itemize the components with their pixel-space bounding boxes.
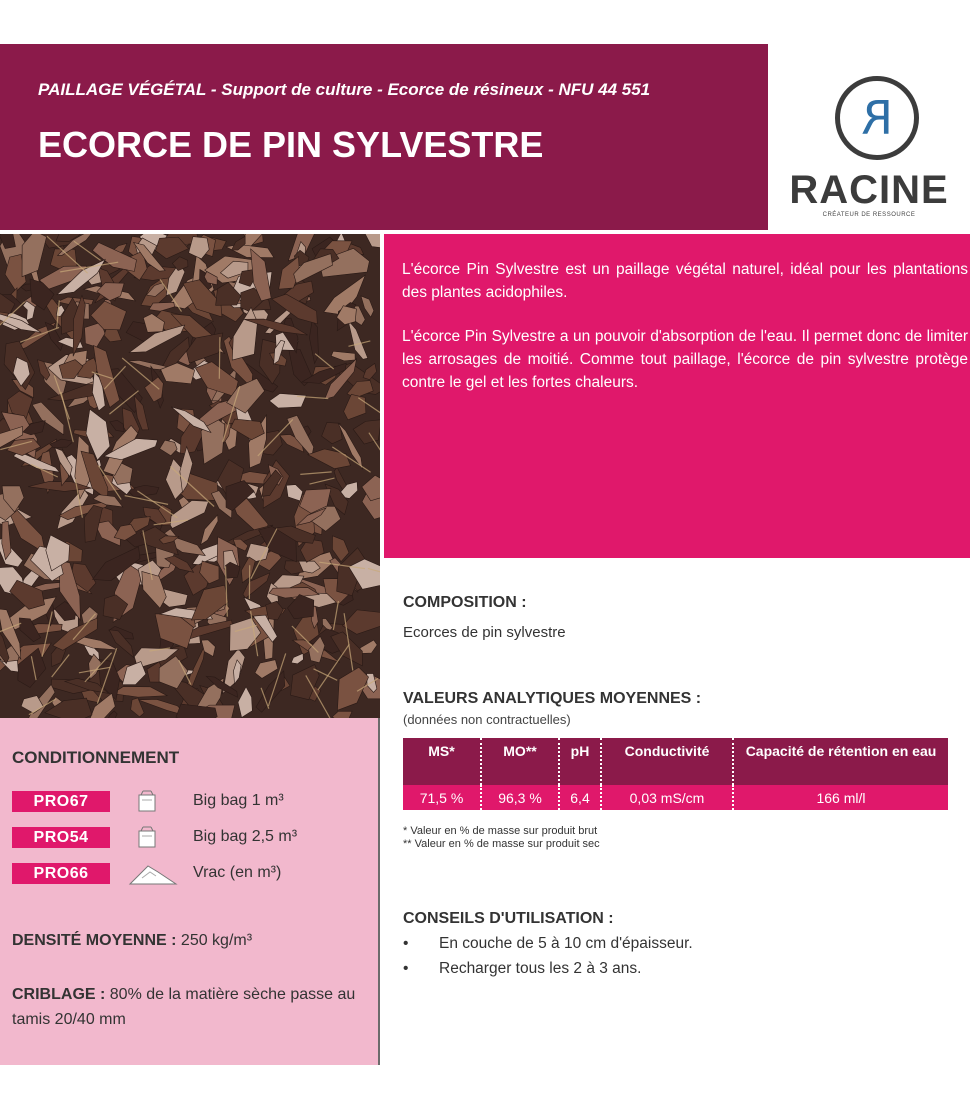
conseils-title: CONSEILS D'UTILISATION : [403,910,614,927]
bulk-pile-icon [128,860,178,886]
header-ms: MS* [403,738,481,785]
conseil-text: Recharger tous les 2 à 3 ans. [439,960,642,977]
list-item [403,935,693,953]
densite-value: 250 kg/m³ [176,932,253,949]
header-capacite: Capacité de rétention en eau [733,738,948,785]
bark-texture-image [0,234,380,718]
product-code: PRO67 [12,791,110,812]
list-item [403,960,641,978]
header-subtitle: PAILLAGE VÉGÉTAL - Support de culture - Ecorce de résineux - NFU 44 551 [38,80,651,99]
analytical-values-table [403,738,948,810]
value-capacite: 166 ml/l [733,785,948,810]
big-bag-icon [134,788,160,814]
packaging-row [12,827,372,849]
conseil-text: En couche de 5 à 10 cm d'épaisseur. [439,935,693,952]
conditionnement-panel [0,718,380,1065]
logo-tagline: CRÉATEUR DE RESSOURCE [822,212,916,218]
product-code: PRO54 [12,827,110,848]
packaging-label: Big bag 1 m³ [193,792,284,809]
header-mo: MO** [481,738,559,785]
description-panel [384,234,970,558]
packaging-row [12,863,372,885]
header-banner [0,44,768,230]
bullet-icon: • [403,935,409,952]
packaging-label: Big bag 2,5 m³ [193,828,298,845]
criblage-value: 80% de la matière sèche passe au tamis 20/40 mm [12,986,356,1028]
description-paragraph-2: L'écorce Pin Sylvestre a un pouvoir d'absorption de l'eau. Il permet donc de limiter les arrosages de moitié. Comme tout paillage, l'écorce de pin sylvestre protège contre le gel et les fortes chaleurs. [402,328,968,391]
criblage [12,982,362,1032]
footnote-brut: * Valeur en % de masse sur produit brut [403,825,598,837]
product-photo [0,234,380,718]
logo-r-icon: R [861,91,893,145]
criblage-label: CRIBLAGE : [12,986,106,1003]
brand-logo [768,44,970,230]
densite-label: DENSITÉ MOYENNE : [12,932,177,949]
valeurs-title: VALEURS ANALYTIQUES MOYENNES : [403,690,702,707]
densite-moyenne [12,932,252,950]
description-paragraph-1: L'écorce Pin Sylvestre est un paillage végétal naturel, idéal pour les plantations des plantes acidophiles. [402,261,968,301]
table-row [403,785,948,810]
header-conductivite: Conductivité [601,738,733,785]
big-bag-icon [134,824,160,850]
product-code: PRO66 [12,863,110,884]
value-conductivite: 0,03 mS/cm [601,785,733,810]
pine-needle [219,337,220,379]
conditionnement-title: CONDITIONNEMENT [12,748,180,767]
logo-emblem [835,76,919,160]
composition-text: Ecorces de pin sylvestre [403,624,566,641]
packaging-row [12,791,372,813]
footnote-sec: ** Valeur en % de masse sur produit sec [403,838,600,850]
value-ph: 6,4 [559,785,601,810]
composition-title: COMPOSITION : [403,594,527,611]
header-ph: pH [559,738,601,785]
value-ms: 71,5 % [403,785,481,810]
bullet-icon: • [403,960,409,977]
valeurs-subtitle: (données non contractuelles) [403,712,571,727]
packaging-label: Vrac (en m³) [193,864,282,881]
table-header-row [403,738,948,785]
logo-name: RACINE [789,168,949,212]
value-mo: 96,3 % [481,785,559,810]
page-title: ECORCE DE PIN SYLVESTRE [38,124,544,165]
